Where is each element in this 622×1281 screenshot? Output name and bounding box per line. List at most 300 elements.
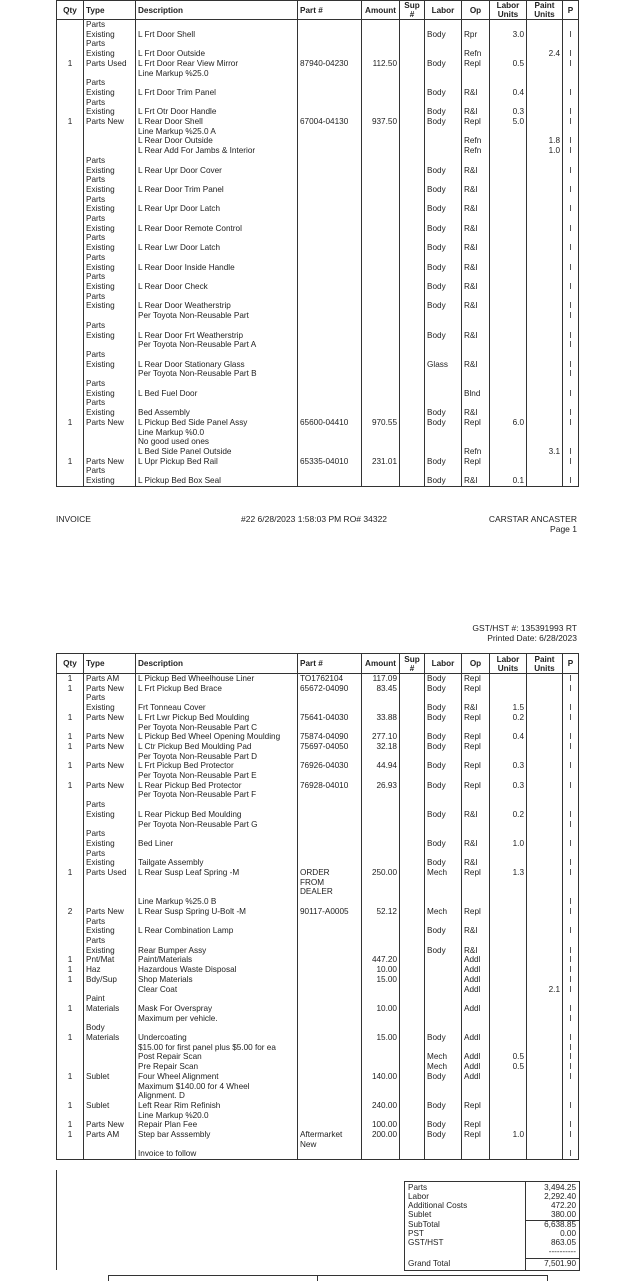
cell-description-line: Bed Assembly xyxy=(138,408,190,418)
cell-sup xyxy=(400,398,425,417)
cell-labor-units xyxy=(490,340,527,350)
cell-labor-units xyxy=(490,1023,527,1042)
cell-op xyxy=(462,59,490,78)
cell-labor-value: Body xyxy=(427,165,446,175)
cell-sup xyxy=(400,829,425,848)
cell-labor xyxy=(425,761,462,780)
cell-op xyxy=(462,1043,490,1053)
cell-amount xyxy=(362,418,400,447)
cell-labor-value: Body xyxy=(427,243,446,253)
cell-paint-units xyxy=(527,447,563,457)
cell-description xyxy=(136,985,298,995)
table-row xyxy=(57,117,579,136)
cell-p xyxy=(563,457,579,467)
cell-p-value: I xyxy=(569,369,572,379)
cell-p xyxy=(563,965,579,975)
cell-sup xyxy=(400,781,425,800)
cell-type xyxy=(84,1014,136,1024)
cell-labor-units-value: 0.3 xyxy=(512,761,524,771)
cell-sup xyxy=(400,175,425,194)
cell-p xyxy=(563,78,579,97)
cell-op xyxy=(462,800,490,819)
cell-amount-value: 240.00 xyxy=(371,1100,397,1110)
cell-type xyxy=(84,466,136,486)
cell-description xyxy=(136,311,298,321)
cell-p-value: I xyxy=(569,1013,572,1023)
cell-op xyxy=(462,136,490,146)
cell-paint-units xyxy=(527,936,563,955)
footer-page-number: Page 1 xyxy=(550,524,577,534)
col-header-type: Type xyxy=(84,1,136,20)
cell-part-number xyxy=(298,1014,362,1024)
cell-p xyxy=(563,955,579,965)
cell-labor-value: Body xyxy=(427,703,446,713)
cell-part-number xyxy=(298,175,362,194)
cell-sup xyxy=(400,418,425,447)
cell-p xyxy=(563,321,579,340)
cell-type-line: Sublet xyxy=(86,1071,110,1081)
cell-amount xyxy=(362,195,400,214)
cell-description-line: Maximum $140.00 for 4 Wheel xyxy=(138,1081,250,1091)
cell-sup xyxy=(400,117,425,136)
cell-op-value: Repl xyxy=(464,1100,481,1110)
cell-labor-value: Body xyxy=(427,1130,446,1140)
cell-labor-units xyxy=(490,1120,527,1130)
cell-labor xyxy=(425,311,462,321)
cell-amount xyxy=(362,272,400,291)
cell-labor-units-value: 0.1 xyxy=(512,476,524,486)
cell-type-line: Parts Used xyxy=(86,868,127,878)
totals-label: Grand Total xyxy=(408,1259,451,1268)
cell-p xyxy=(563,59,579,78)
table-row xyxy=(57,1014,579,1024)
cell-type xyxy=(84,311,136,321)
cell-qty-value: 1 xyxy=(67,1120,73,1130)
cell-sup xyxy=(400,917,425,936)
cell-op xyxy=(462,897,490,907)
cell-qty-value: 1 xyxy=(67,741,73,751)
cell-part-number xyxy=(298,868,362,897)
cell-paint-units xyxy=(527,897,563,907)
cell-labor-units xyxy=(490,1130,527,1149)
col-header-labor-units: Labor Units xyxy=(490,1,527,20)
cell-p xyxy=(563,820,579,830)
cell-amount-value: 10.00 xyxy=(376,1003,397,1013)
cell-type xyxy=(84,379,136,398)
cell-description-line: L Rear Upr Door Cover xyxy=(138,165,222,175)
cell-description-line: Four Wheel Alignment xyxy=(138,1071,219,1081)
cell-p-value: I xyxy=(569,974,572,984)
estimate-table-page-1 xyxy=(56,0,579,487)
cell-type-line: Parts xyxy=(86,349,106,359)
cell-labor xyxy=(425,1023,462,1042)
table-row xyxy=(57,1072,579,1101)
cell-op-value: R&I xyxy=(464,408,478,418)
cell-p-value: I xyxy=(569,1042,572,1052)
cell-labor xyxy=(425,674,462,684)
cell-qty xyxy=(57,311,84,321)
cell-paint-units xyxy=(527,684,563,694)
cell-description xyxy=(136,379,298,398)
cell-p xyxy=(563,447,579,457)
cell-type-line: Existing xyxy=(86,858,115,868)
cell-part-number xyxy=(298,418,362,447)
cell-paint-units xyxy=(527,761,563,780)
cell-op xyxy=(462,78,490,97)
table-row xyxy=(57,1101,579,1120)
cell-qty xyxy=(57,369,84,379)
cell-amount xyxy=(362,674,400,684)
cell-sup xyxy=(400,674,425,684)
table-row xyxy=(57,340,579,350)
cell-part-number xyxy=(298,1101,362,1120)
cell-description-line: L Bed Fuel Door xyxy=(138,388,198,398)
cell-labor-value: Body xyxy=(427,1120,446,1130)
cell-type xyxy=(84,253,136,272)
cell-sup xyxy=(400,1052,425,1062)
cell-part-number-value: 87940-04230 xyxy=(300,58,349,68)
cell-description xyxy=(136,917,298,936)
cell-description xyxy=(136,975,298,985)
cell-amount xyxy=(362,253,400,272)
cell-labor-value: Mech xyxy=(427,1052,448,1062)
cell-qty-value: 1 xyxy=(67,868,73,878)
cell-labor-units xyxy=(490,321,527,340)
cell-labor xyxy=(425,379,462,398)
cell-qty xyxy=(57,350,84,369)
cell-qty xyxy=(57,897,84,907)
cell-part-number-value: 90117-A0005 xyxy=(300,906,349,916)
cell-description-line: Alignment. D xyxy=(138,1091,185,1101)
cell-labor-value: Body xyxy=(427,262,446,272)
cell-p xyxy=(563,732,579,742)
cell-sup xyxy=(400,233,425,252)
col-header-type: Type xyxy=(84,654,136,674)
cell-op xyxy=(462,1023,490,1042)
cell-type-line: Existing xyxy=(86,359,115,369)
cell-description xyxy=(136,1149,298,1159)
cell-labor xyxy=(425,829,462,848)
left-margin-rule xyxy=(56,1170,57,1270)
signature-box-divider xyxy=(317,1276,318,1281)
cell-p-value: I xyxy=(569,49,572,59)
cell-part-number xyxy=(298,272,362,291)
totals-value: 2,292.40 xyxy=(544,1192,576,1201)
cell-p xyxy=(563,253,579,272)
cell-part-number xyxy=(298,214,362,233)
cell-labor xyxy=(425,350,462,369)
cell-op-value: Repl xyxy=(464,1130,481,1140)
cell-type-line: Existing xyxy=(86,838,115,848)
cell-qty xyxy=(57,39,84,58)
cell-p xyxy=(563,1072,579,1101)
cell-paint-units xyxy=(527,820,563,830)
cell-op xyxy=(462,272,490,291)
cell-part-number xyxy=(298,292,362,311)
cell-type xyxy=(84,975,136,985)
cell-sup xyxy=(400,897,425,907)
cell-type-line: Parts xyxy=(86,935,106,945)
cell-labor xyxy=(425,897,462,907)
cell-part-number xyxy=(298,732,362,742)
cell-op xyxy=(462,175,490,194)
cell-labor-units-value: 0.5 xyxy=(512,1052,524,1062)
cell-p-value: I xyxy=(569,984,572,994)
cell-description xyxy=(136,732,298,742)
cell-sup xyxy=(400,321,425,340)
cell-labor xyxy=(425,1130,462,1149)
cell-p-value: I xyxy=(569,741,572,751)
col-header-sup: Sup # xyxy=(400,654,425,674)
cell-amount xyxy=(362,907,400,917)
table-body-page-1 xyxy=(57,20,579,487)
cell-p-value: I xyxy=(569,1033,572,1043)
cell-labor xyxy=(425,965,462,975)
cell-part-number xyxy=(298,379,362,398)
cell-paint-units xyxy=(527,1062,563,1072)
table-row xyxy=(57,975,579,985)
cell-p xyxy=(563,136,579,146)
cell-type xyxy=(84,955,136,965)
cell-amount-value: 15.00 xyxy=(376,1033,397,1043)
cell-op xyxy=(462,466,490,486)
cell-part-number xyxy=(298,742,362,761)
table-row xyxy=(57,868,579,897)
cell-qty xyxy=(57,292,84,311)
cell-op xyxy=(462,975,490,985)
col-header-paint-units: Paint Units xyxy=(527,1,563,20)
cell-op-value: Repl xyxy=(464,417,481,427)
cell-amount xyxy=(362,1062,400,1072)
cell-p xyxy=(563,175,579,194)
cell-type xyxy=(84,674,136,684)
cell-labor-units-value: 0.4 xyxy=(512,732,524,742)
cell-labor-units xyxy=(490,732,527,742)
cell-part-number-value: TO1762104 xyxy=(300,674,344,683)
totals-row-gst xyxy=(408,1238,576,1247)
cell-part-number xyxy=(298,965,362,975)
table-row xyxy=(57,1149,579,1159)
cell-type-line: Parts xyxy=(86,155,106,165)
cell-op xyxy=(462,936,490,955)
cell-amount xyxy=(362,975,400,985)
cell-type xyxy=(84,897,136,907)
cell-sup xyxy=(400,156,425,175)
cell-part-number xyxy=(298,800,362,819)
cell-amount xyxy=(362,936,400,955)
cell-op xyxy=(462,156,490,175)
cell-qty-value: 2 xyxy=(67,906,73,916)
cell-qty xyxy=(57,117,84,136)
cell-labor xyxy=(425,936,462,955)
cell-description-line: Left Rear Rim Refinish xyxy=(138,1100,221,1110)
cell-description xyxy=(136,907,298,917)
cell-p xyxy=(563,1043,579,1053)
cell-p xyxy=(563,985,579,995)
cell-labor-units xyxy=(490,253,527,272)
cell-amount xyxy=(362,684,400,694)
cell-description-line: Per Toyota Non-Reusable Part xyxy=(138,311,249,321)
totals-label: Parts xyxy=(408,1183,428,1192)
cell-labor-units xyxy=(490,447,527,457)
cell-qty xyxy=(57,1120,84,1130)
cell-op-value: Refn xyxy=(464,49,482,59)
cell-amount-value: 937.50 xyxy=(371,117,397,127)
cell-amount xyxy=(362,713,400,732)
cell-amount xyxy=(362,98,400,117)
table-row xyxy=(57,693,579,712)
cell-labor-units xyxy=(490,398,527,417)
cell-op-value: Repl xyxy=(464,868,481,878)
table-row xyxy=(57,829,579,848)
col-header-op: Op xyxy=(462,654,490,674)
cell-p-value: I xyxy=(569,136,572,146)
cell-op-value: R&I xyxy=(464,281,478,291)
cell-labor xyxy=(425,117,462,136)
cell-labor-units xyxy=(490,1052,527,1062)
cell-type xyxy=(84,829,136,848)
cell-op-value: Addl xyxy=(464,1071,481,1081)
cell-amount xyxy=(362,1120,400,1130)
cell-type-line: Existing xyxy=(86,49,115,59)
cell-op xyxy=(462,457,490,467)
cell-amount xyxy=(362,1130,400,1149)
cell-labor-value: Body xyxy=(427,838,446,848)
cell-paint-units xyxy=(527,713,563,732)
cell-description-line: Line Markup %25.0 xyxy=(138,68,209,78)
cell-part-number-value: 67004-04130 xyxy=(300,117,349,127)
cell-type xyxy=(84,418,136,447)
cell-part-number xyxy=(298,1062,362,1072)
cell-part-number xyxy=(298,907,362,917)
cell-op-value: R&I xyxy=(464,809,478,819)
cell-op xyxy=(462,868,490,897)
cell-p xyxy=(563,917,579,936)
cell-labor xyxy=(425,447,462,457)
cell-p-value: I xyxy=(569,87,572,97)
cell-paint-units xyxy=(527,1101,563,1120)
cell-labor-value: Body xyxy=(427,184,446,194)
cell-type xyxy=(84,117,136,136)
col-header-part: Part # xyxy=(298,1,362,20)
cell-paint-units xyxy=(527,907,563,917)
cell-description xyxy=(136,684,298,694)
table-row xyxy=(57,447,579,457)
cell-labor-value: Body xyxy=(427,674,446,683)
cell-part-number xyxy=(298,975,362,985)
totals-value: 380.00 xyxy=(550,1210,576,1219)
totals-dashes: ---------- xyxy=(548,1247,576,1256)
cell-labor-units xyxy=(490,693,527,712)
cell-amount xyxy=(362,1072,400,1101)
cell-labor-units-value: 1.0 xyxy=(512,1130,524,1140)
cell-p xyxy=(563,466,579,486)
cell-labor-units xyxy=(490,136,527,146)
cell-type-line: Parts xyxy=(86,175,106,185)
cell-p xyxy=(563,1149,579,1159)
cell-type-line: Parts xyxy=(86,916,106,926)
cell-labor-units xyxy=(490,800,527,819)
cell-sup xyxy=(400,975,425,985)
totals-value: 7,501.90 xyxy=(544,1259,576,1268)
table-row xyxy=(57,350,579,369)
cell-part-number-value: 65672-04090 xyxy=(300,683,349,693)
cell-type xyxy=(84,292,136,311)
totals-row-parts xyxy=(408,1183,576,1192)
cell-qty xyxy=(57,1023,84,1042)
cell-p-value: I xyxy=(569,1100,572,1110)
cell-op-value: R&I xyxy=(464,926,478,936)
cell-description xyxy=(136,214,298,233)
cell-description-line: Per Toyota Non-Reusable Part G xyxy=(138,819,258,829)
cell-type xyxy=(84,965,136,975)
cell-sup xyxy=(400,292,425,311)
cell-paint-units-value: 1.0 xyxy=(548,146,560,156)
cell-sup xyxy=(400,1130,425,1149)
cell-p xyxy=(563,398,579,417)
cell-qty xyxy=(57,820,84,830)
cell-type-line: Body xyxy=(86,1023,105,1033)
cell-op-value: R&I xyxy=(464,858,478,868)
cell-paint-units xyxy=(527,379,563,398)
cell-description-line: Repair Plan Fee xyxy=(138,1120,198,1130)
col-header-p: P xyxy=(563,654,579,674)
cell-type xyxy=(84,321,136,340)
cell-p xyxy=(563,156,579,175)
cell-amount xyxy=(362,447,400,457)
cell-sup xyxy=(400,849,425,868)
cell-labor-units-value: 1.3 xyxy=(512,868,524,878)
cell-description-line: Paint/Materials xyxy=(138,955,193,965)
cell-op xyxy=(462,350,490,369)
cell-p-value: I xyxy=(569,926,572,936)
cell-part-number xyxy=(298,781,362,800)
cell-labor-value: Body xyxy=(427,107,446,117)
cell-sup xyxy=(400,136,425,146)
cell-p xyxy=(563,761,579,780)
table-row xyxy=(57,369,579,379)
cell-amount xyxy=(362,398,400,417)
cell-description-line: L Frt Pickup Bed Brace xyxy=(138,683,222,693)
cell-p xyxy=(563,829,579,848)
table-row xyxy=(57,146,579,156)
cell-type-line: Existing xyxy=(86,809,115,819)
cell-p-value: I xyxy=(569,165,572,175)
cell-labor xyxy=(425,1014,462,1024)
cell-labor xyxy=(425,1149,462,1159)
cell-part-number-value: 75697-04050 xyxy=(300,741,349,751)
cell-amount xyxy=(362,379,400,398)
cell-labor xyxy=(425,693,462,712)
cell-part-number xyxy=(298,369,362,379)
cell-p xyxy=(563,214,579,233)
cell-amount xyxy=(362,340,400,350)
cell-p xyxy=(563,994,579,1013)
cell-type xyxy=(84,868,136,897)
cell-labor xyxy=(425,849,462,868)
cell-amount xyxy=(362,829,400,848)
cell-p xyxy=(563,1101,579,1120)
cell-description xyxy=(136,1101,298,1120)
cell-description xyxy=(136,1062,298,1072)
cell-labor-units xyxy=(490,868,527,897)
cell-amount-value: 33.88 xyxy=(376,712,397,722)
cell-p-value: I xyxy=(569,780,572,790)
cell-type-line: Existing xyxy=(86,476,115,486)
cell-description-line: L Pickup Bed Wheelhouse Liner xyxy=(138,674,255,683)
cell-op xyxy=(462,820,490,830)
cell-description-line: Step bar Asssembly xyxy=(138,1130,211,1140)
